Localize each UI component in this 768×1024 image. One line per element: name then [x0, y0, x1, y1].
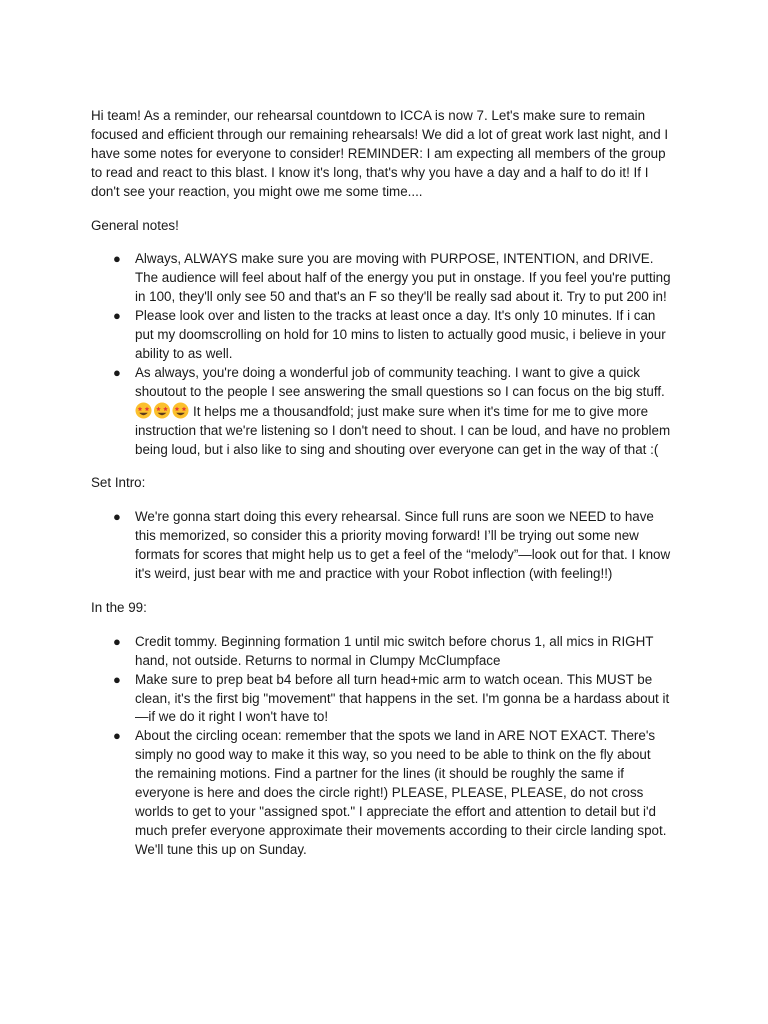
- bullet-icon: ●: [113, 633, 121, 649]
- bullet-icon: ●: [113, 728, 121, 744]
- list-item-text: About the circling ocean: remember that the spots we land in ARE NOT EXACT. There's simply no good way to make it this way, so you need to be able to think on the fly about the remaining motions. Find a partner for the lines (it should be roughly the same if everyone is here and does the circle right!) PLEASE, PLEASE, PLEASE, do not cross worlds to get to your "assigned spot." I appreciate the effort and attention to detail but i'd much prefer everyone approximate their movements according to their circle landing spot. We'll tune this up on Sunday.: [135, 728, 667, 857]
- bullet-list-general-notes: [91, 250, 672, 459]
- list-item-text-after-emoji: It helps me a thousandfold; just make sure when it's time for me to give more instruction that we're listening so I don't need to shout. I can be loud, and have no problem being loud, but i also like to sing and shouting over everyone can get in the way of that :(: [135, 403, 671, 457]
- list-item-text: Credit tommy. Beginning formation 1 until mic switch before chorus 1, all mics in RIGHT hand, not outside. Returns to normal in Clumpy McClumpface: [135, 633, 654, 668]
- list-item-text: Always, ALWAYS make sure you are moving with PURPOSE, INTENTION, and DRIVE. The audience will feel about half of the energy you put in onstage. If you feel you're putting in 100, they'll only see 50 and that's an F so they'll be really sad about it. Try to put 200 in!: [135, 251, 671, 305]
- bullet-list-set-intro: [91, 508, 672, 584]
- list-item-text: Make sure to prep beat b4 before all turn head+mic arm to watch ocean. This MUST be clean, it's the first big "movement" that happens in the set. I'm gonna be a hardass about it—if we do it right I won't have to!: [135, 671, 670, 725]
- section-heading-in-the-99: In the 99:: [91, 599, 147, 615]
- list-item: [113, 250, 672, 307]
- bullet-icon: ●: [113, 308, 121, 324]
- list-item-text-before-emoji: As always, you're doing a wonderful job of community teaching. I want to give a quick shoutout to the people I see answering the small questions so I can focus on the big stuff.: [135, 364, 665, 399]
- list-item: [113, 364, 672, 460]
- list-item-text: We're gonna start doing this every rehearsal. Since full runs are soon we NEED to have this memorized, so consider this a priority moving forward! I’ll be trying out some new formats for scores that might help us to get a feel of the “melody”—look out for that. I know it's weird, just bear with me and practice with your Robot inflection (with feeling!!): [135, 509, 671, 582]
- bullet-list-in-the-99: [91, 633, 672, 860]
- bullet-icon: ●: [113, 364, 121, 380]
- star-struck-face-3: [173, 402, 189, 418]
- list-item-text: Please look over and listen to the tracks at least once a day. It's only 10 minutes. If i can put my doomscrolling on hold for 10 mins to listen to actually good music, i believe in your ability to as well.: [135, 308, 666, 361]
- list-item: [113, 727, 672, 859]
- list-item: [113, 508, 672, 584]
- star-struck-emoji-icon: [135, 402, 189, 419]
- bullet-icon: ●: [113, 251, 121, 267]
- list-item: [113, 671, 672, 728]
- section-heading-set-intro: Set Intro:: [91, 475, 146, 491]
- list-item: [113, 633, 672, 671]
- intro-paragraph: Hi team! As a reminder, our rehearsal countdown to ICCA is now 7. Let's make sure to remain focused and efficient through our remaining rehearsals! We did a lot of great work last night, and I have some notes for everyone to consider! REMINDER: I am expecting all members of the group to read and react to this blast. I know it's long, that's why you have a day and a half to do it! If I don't see your reaction, you might owe me some time....: [91, 108, 669, 199]
- star-struck-face-2: [154, 402, 170, 418]
- section-heading-general-notes: General notes!: [91, 217, 179, 233]
- list-item: [113, 307, 672, 364]
- bullet-icon: ●: [113, 509, 121, 525]
- bullet-icon: ●: [113, 671, 121, 687]
- star-struck-face-1: [136, 402, 152, 418]
